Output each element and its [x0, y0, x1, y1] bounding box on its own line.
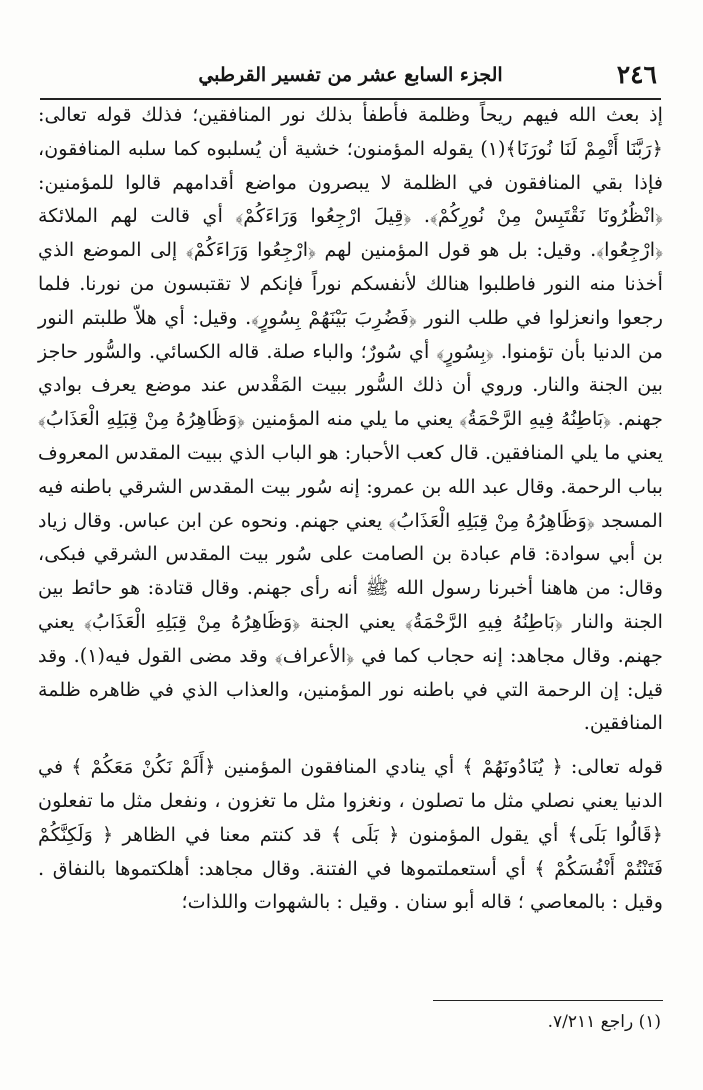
running-title: الجزء السابع عشر من تفسير القرطبي [198, 64, 503, 86]
footnote-divider [433, 1000, 663, 1001]
page-number: ٢٤٦ [616, 60, 657, 89]
paragraph: إذ بعث الله فيهم ريحاً وظلمة فأطفأ بذلك نور المنافقين؛ فذلك قوله تعالى: ﴿رَبَّنَا أَتْمِمْ لَنَا نُورَنَا﴾(١) يقوله المؤمنون؛ خشية أن يُسلبوه كما سلبه المنافقون، فإذا بقي المنافقون في الظلمة لا يبصرون مواضع أقدامهم قالوا للمؤمنين: ﴿انْظُرُونَا نَقْتَبِسْ مِنْ نُورِكُمْ﴾. ﴿قِيلَ ارْجِعُوا وَرَاءَكُمْ﴾ أي قالت لهم الملائكة ﴿ارْجِعُوا﴾. وقيل: بل هو قول المؤمنين لهم ﴿ارْجِعُوا وَرَاءَكُمْ﴾ إلى الموضع الذي أخذنا منه النور فاطلبوا هنالك لأنفسكم نوراً فإنكم لا تقتبسون من نورنا. فلما رجعوا وانعزلوا في طلب النور ﴿فَضُرِبَ بَيْنَهُمْ بِسُورٍ﴾. وقيل: أي هلاّ طلبتم النور من الدنيا بأن تؤمنوا. ﴿بِسُورٍ﴾ أي سُورٌ؛ والباء صلة. قاله الكسائي. والسُّور حاجز بين الجنة والنار. وروي أن ذلك السُّور ببيت المَقْدس عند موضع يعرف بوادي جهنم. ﴿بَاطِنُهُ فِيهِ الرَّحْمَةُ﴾ يعني ما يلي منه المؤمنين ﴿وَظَاهِرُهُ مِنْ قِبَلِهِ الْعَذَابُ﴾ يعني ما يلي المنافقين. قال كعب الأحبار: هو الباب الذي ببيت المقدس المعروف بباب الرحمة. وقال عبد الله بن عمرو: إنه سُور بيت المقدس الشرقي باطنه فيه المسجد ﴿وَظَاهِرُهُ مِنْ قِبَلِهِ الْعَذَابُ﴾ يعني جهنم. ونحوه عن ابن عباس. وقال زياد بن أبي سوادة: قام عبادة بن الصامت على سُور بيت المقدس الشرقي فبكى، وقال: من هاهنا أخبرنا رسول الله ﷺ أنه رأى جهنم. وقال قتادة: هو حائط بين الجنة والنار ﴿بَاطِنُهُ فِيهِ الرَّحْمَةُ﴾ يعني الجنة ﴿وَظَاهِرُهُ مِنْ قِبَلِهِ الْعَذَابُ﴾ يعني جهنم. وقال مجاهد: إنه حجاب كما في ﴿الأعراف﴾ وقد مضى القول فيه(١). وقد قيل: إن الرحمة التي في باطنه نور المؤمنين، والعذاب الذي في ظاهره ظلمة المنافقين. [38, 103, 664, 735]
page-header [40, 58, 661, 100]
body-text [38, 98, 663, 919]
footnote: (١) راجع ٧/٢١١. [547, 1012, 661, 1032]
paragraph: قوله تعالى: ﴿ يُنَادُونَهُمْ ﴾ أي ينادي المنافقون المؤمنين ﴿أَلَمْ نَكُنْ مَعَكُمْ ﴾ في الدنيا يعني نصلي مثل ما تصلون ، ونغزوا مثل ما تغزون ، ونفعل مثل ما تفعلون ﴿قَالُوا بَلَى﴾ أي يقول المؤمنون ﴿ بَلَى ﴾ قد كنتم معنا في الظاهر ﴿ وَلَكِنَّكُمْ فَتَنْتُمْ أَنْفُسَكُمْ ﴾ أي أستعملتموها في الفتنة. وقال مجاهد: أهلكتموها بالنفاق . وقيل : بالمعاصي ؛ قاله أبو سنان . وقيل : بالشهوات واللذات؛ [38, 755, 663, 914]
